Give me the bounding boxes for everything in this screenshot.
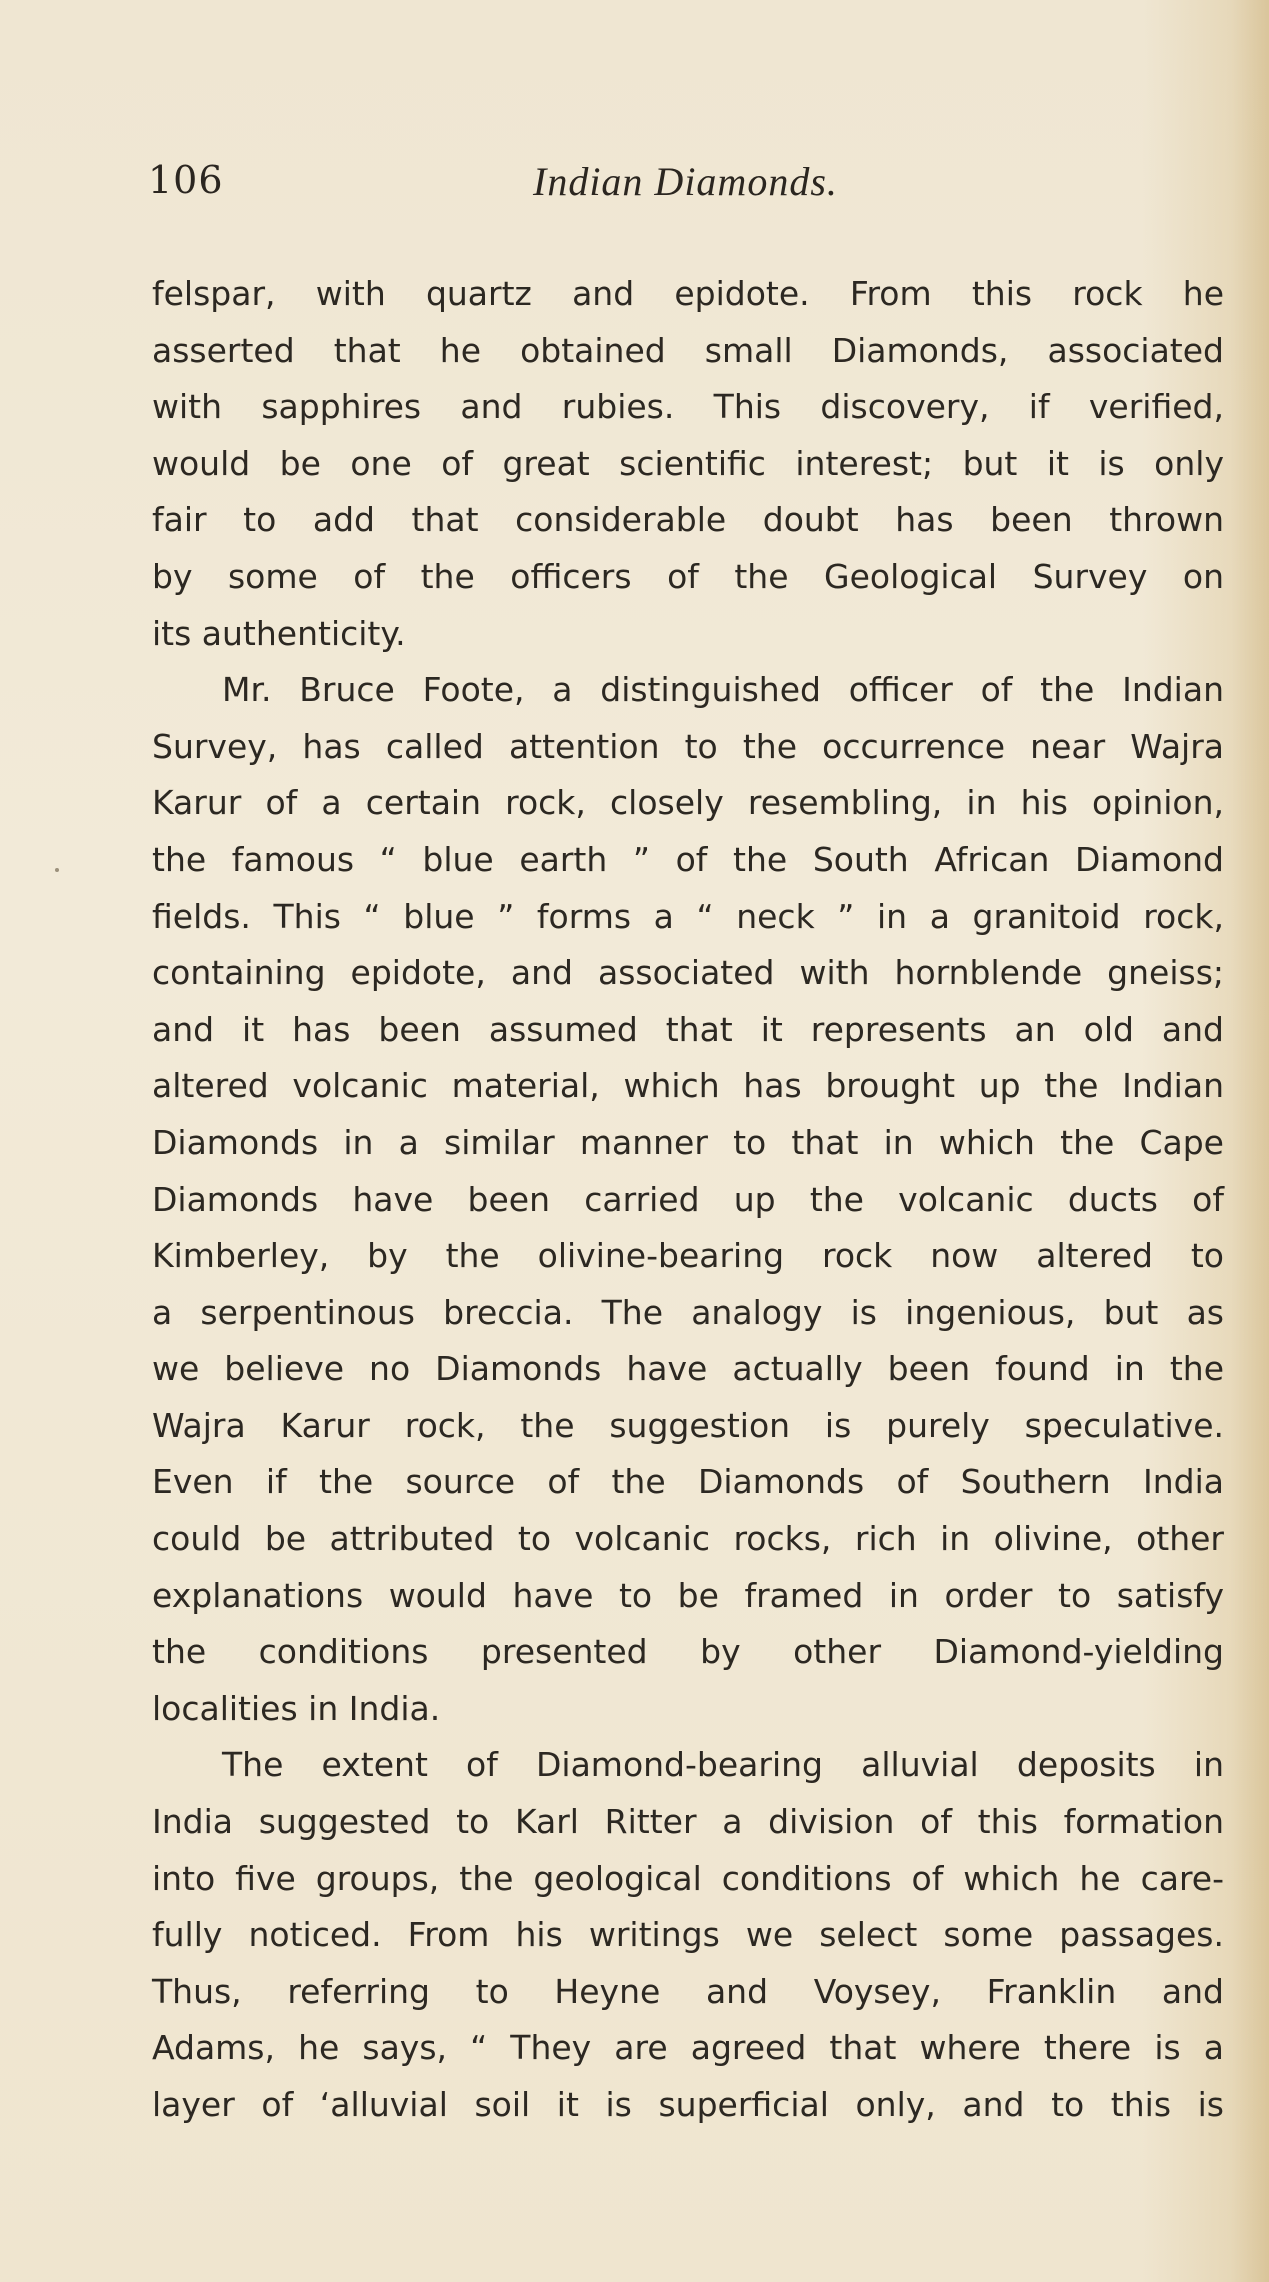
text-line: the famous “ blue earth ” of the South African Diamond [152,839,1224,879]
text-line: containing epidote, and associated with hornblende gneiss; [152,953,1224,993]
text-line: fair to add that considerable doubt has been thrown [152,500,1224,540]
page-number: 106 [148,158,224,202]
text-line: Diamonds in a similar manner to that in which the Cape [152,1122,1224,1162]
text-line: Karur of a certain rock, closely resembling, in his opinion, [152,783,1224,823]
paragraph-start-line: The extent of Diamond-bearing alluvial deposits in [222,1745,1224,1785]
text-line: by some of the officers of the Geological Survey on [152,556,1224,596]
text-line: Thus, referring to Heyne and Voysey, Franklin and [152,1971,1224,2011]
text-line: its authenticity. [152,613,406,653]
body-text [152,266,1224,2134]
text-line: and it has been assumed that it represents an old and [152,1009,1224,1049]
text-line: layer of ‘alluvial soil it is superficial only, and to this is [152,2085,1224,2124]
text-line: we believe no Diamonds have actually been found in the [152,1349,1224,1389]
text-line: localities in India. [152,1688,441,1728]
text-line: Wajra Karur rock, the suggestion is purely speculative. [152,1405,1224,1445]
text-line: felspar, with quartz and epidote. From this rock he [152,274,1224,313]
text-line: fields. This “ blue ” forms a “ neck ” in a granitoid rock, [152,896,1224,936]
paragraph-start-line: Mr. Bruce Foote, a distinguished officer of the Indian [222,670,1224,710]
text-line: Diamonds have been carried up the volcanic ducts of [152,1179,1224,1219]
text-line: fully noticed. From his writings we select some passages. [152,1915,1224,1955]
text-line: Even if the source of the Diamonds of Southern India [152,1462,1224,1502]
text-line: explanations would have to be framed in order to satisfy [152,1575,1224,1615]
text-line: the conditions presented by other Diamond-yielding [152,1632,1224,1672]
text-line: would be one of great scientific interest; but it is only [152,443,1224,483]
text-line: asserted that he obtained small Diamonds, associated [152,330,1224,370]
running-title: Indian Diamonds. [533,159,838,204]
text-line: into five groups, the geological conditions of which he care- [152,1858,1224,1898]
paper-speck [55,868,59,872]
text-line: a serpentinous breccia. The analogy is ingenious, but as [152,1292,1224,1332]
text-line: Survey, has called attention to the occurrence near Wajra [152,726,1224,766]
text-line: with sapphires and rubies. This discovery, if verified, [152,387,1224,427]
text-line: Kimberley, by the olivine-bearing rock now altered to [152,1236,1224,1276]
text-line: India suggested to Karl Ritter a division of this formation [152,1802,1224,1842]
text-line: Adams, he says, “ They are agreed that where there is a [152,2028,1224,2068]
page-header [148,158,1228,218]
text-line: altered volcanic material, which has brought up the Indian [152,1066,1224,1106]
text-line: could be attributed to volcanic rocks, rich in olivine, other [152,1519,1224,1559]
